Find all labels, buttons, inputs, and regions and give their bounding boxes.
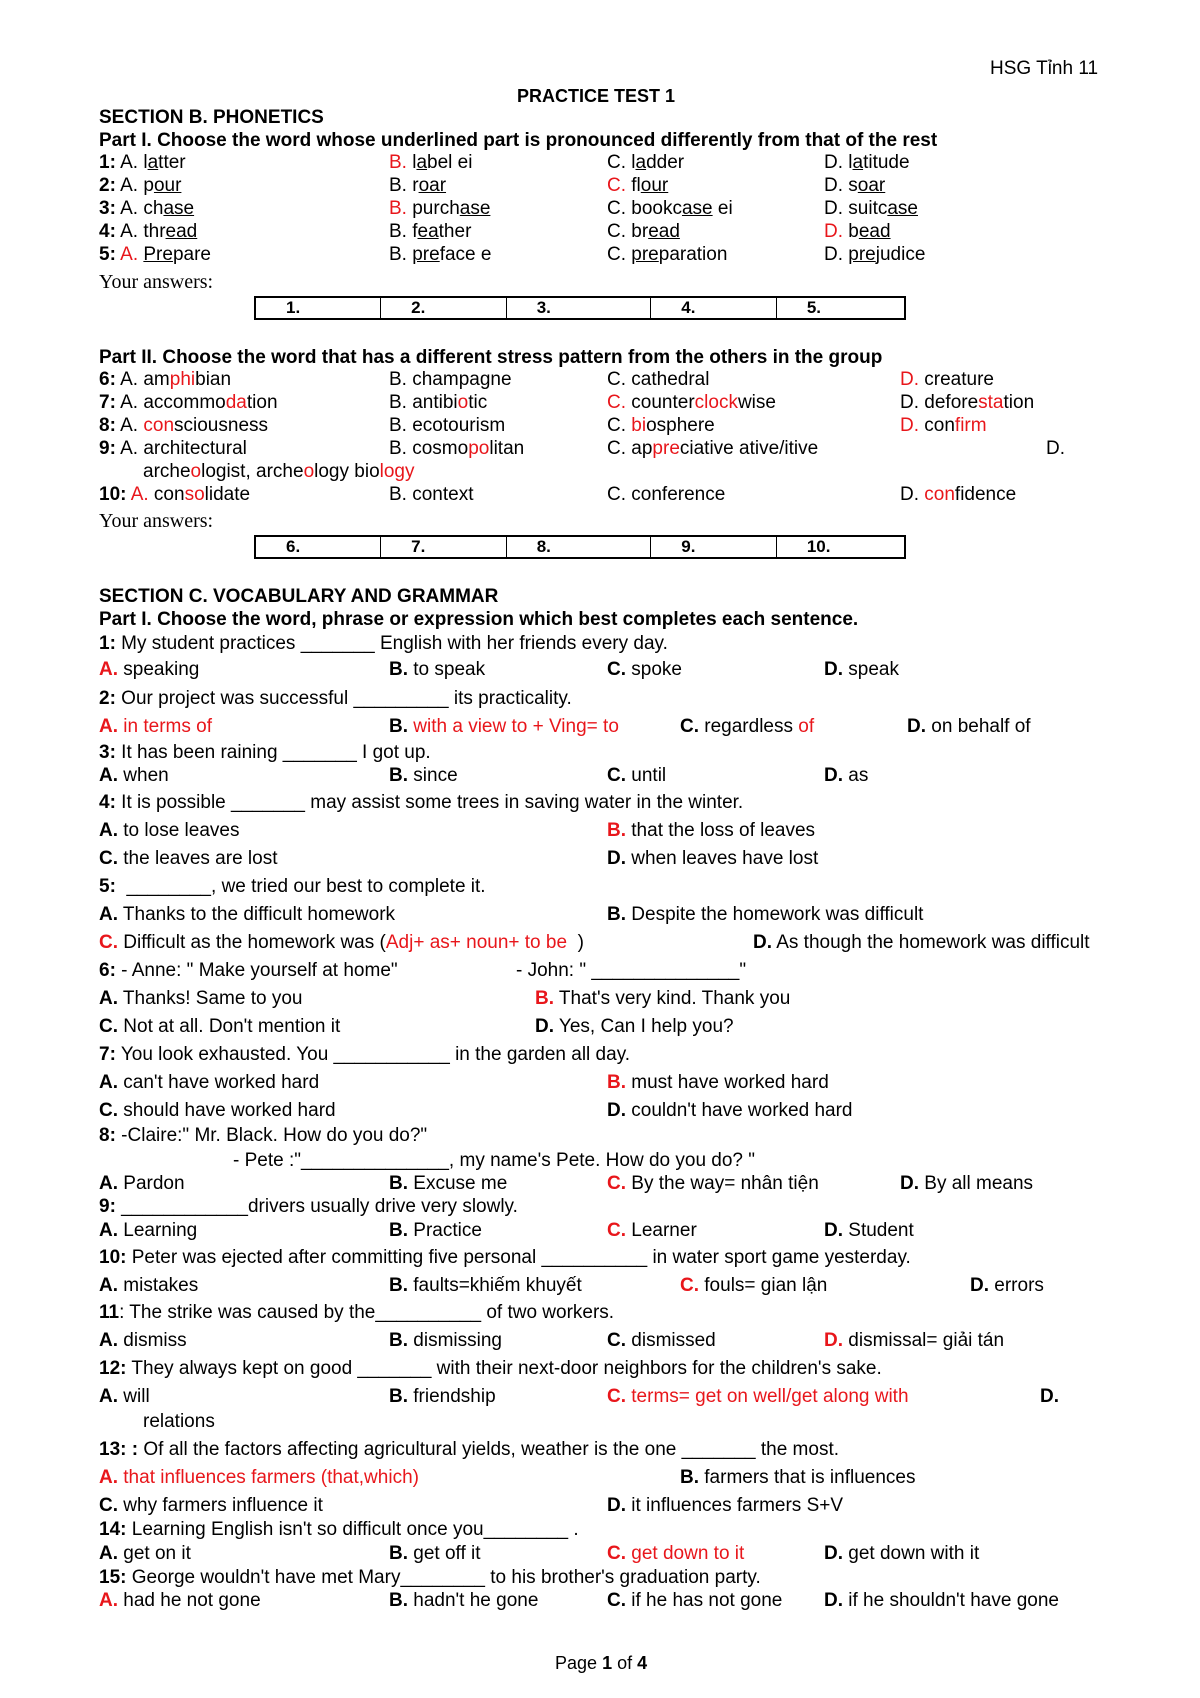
footer-current-page: 1 [602, 1653, 613, 1673]
answer-cell-8[interactable]: 8. [506, 536, 651, 558]
section-c-part1-instruction: Part I. Choose the word, phrase or expression which best completes each sentence. [99, 609, 859, 630]
q5-blank[interactable]: ________ [126, 876, 212, 897]
answers-label-2: Your answers: [99, 510, 214, 532]
header-corner-label: HSG Tỉnh 11 [990, 58, 1099, 79]
page-footer [555, 1652, 647, 1674]
answer-cell-2[interactable]: 2. [381, 297, 507, 319]
answer-cell-10[interactable]: 10. [776, 536, 905, 558]
answer-cell-5[interactable]: 5. [776, 297, 905, 319]
footer-page-label: Page [555, 1653, 598, 1673]
answer-table-part2 [254, 535, 906, 559]
footer-of-label: of [617, 1653, 633, 1673]
section-c-heading: SECTION C. VOCABULARY AND GRAMMAR [99, 586, 499, 607]
part2-instruction: Part II. Choose the word that has a different stress pattern from the others in the group [99, 347, 883, 368]
answer-cell-6[interactable]: 6. [255, 536, 381, 558]
answer-cell-7[interactable]: 7. [381, 536, 507, 558]
answer-cell-1[interactable]: 1. [255, 297, 381, 319]
answer-table-part1 [254, 296, 906, 320]
answers-label-1: Your answers: [99, 271, 214, 293]
footer-total-pages: 4 [637, 1653, 648, 1673]
answer-cell-9[interactable]: 9. [651, 536, 777, 558]
section-b-heading: SECTION B. PHONETICS [99, 107, 324, 128]
page-title: PRACTICE TEST 1 [517, 86, 676, 106]
answer-cell-3[interactable]: 3. [506, 297, 651, 319]
part1-instruction: Part I. Choose the word whose underlined part is pronounced differently from that of the rest [99, 130, 938, 151]
answer-cell-4[interactable]: 4. [651, 297, 777, 319]
